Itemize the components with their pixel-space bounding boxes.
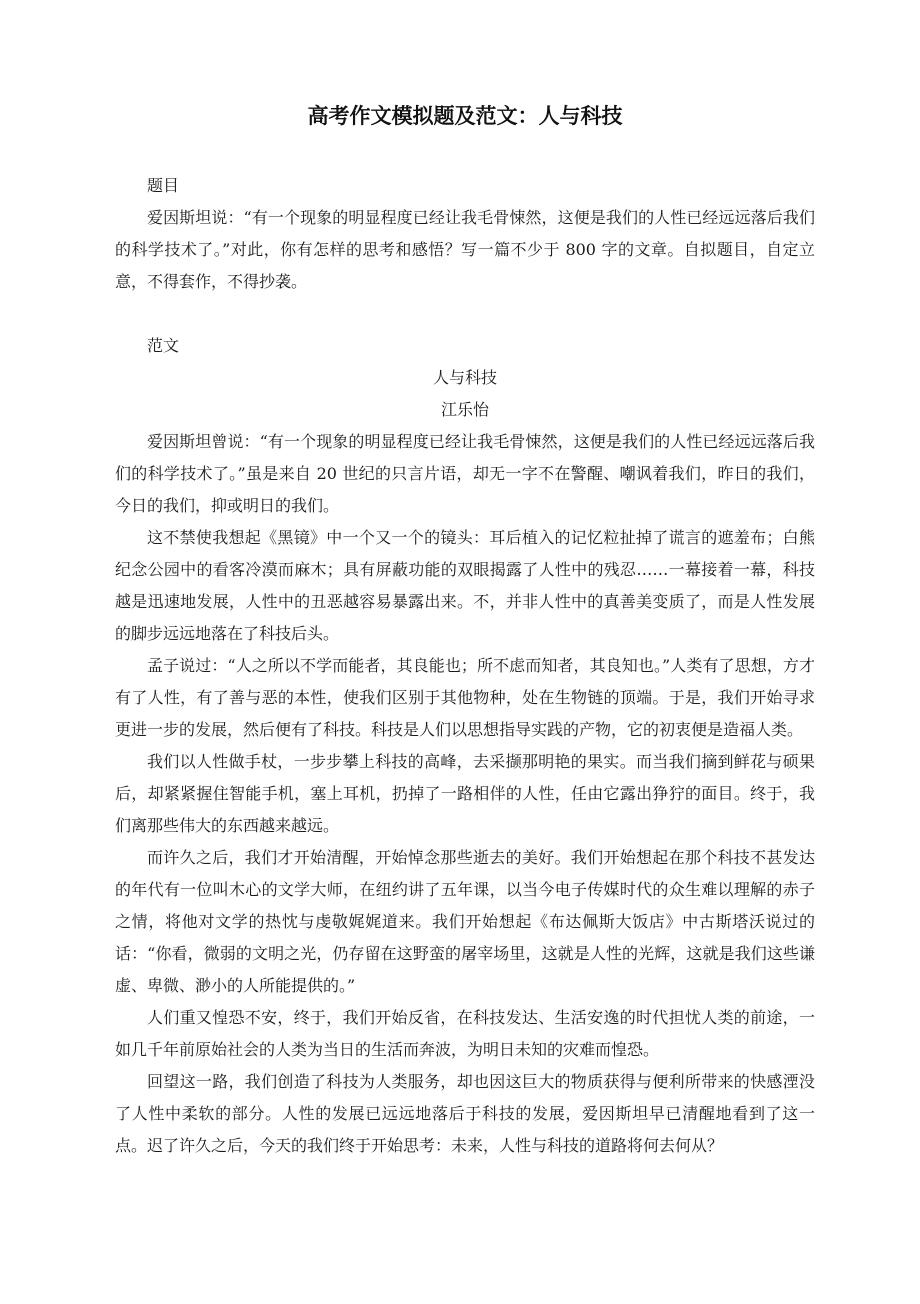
essay-paragraph-2: 这不禁使我想起《黑镜》中一个又一个的镜头：耳后植入的记忆粒扯掉了谎言的遮羞布；白熊纪念公园中的看客冷漠而麻木；具有屏蔽功能的双眼揭露了人性中的残忍……一幕接着一幕，科技越是迅速地发展，人性中的丑恶越容易暴露出来。不，并非人性中的真善美变质了，而是人性发展的脚步远远地落在了科技后头。 bbox=[115, 528, 815, 643]
section-spacer bbox=[115, 298, 815, 330]
prompt-text: 爱因斯坦说：“有一个现象的明显程度已经让我毛骨悚然，这便是我们的人性已经远远落后我们的科学技术了。”对此，你有怎样的思考和感悟？写一篇不少于 800 字的文章。自拟题目，自定立意，不得套作，不得抄袭。 bbox=[115, 208, 815, 291]
essay-paragraph-1: 爱因斯坦曾说：“有一个现象的明显程度已经让我毛骨悚然，这便是我们的人性已经远远落后我们的科学技术了。”虽是来自 20 世纪的只言片语，却无一字不在警醒、嘲讽着我们，昨日的我们，今日的我们，抑或明日的我们。 bbox=[115, 432, 815, 515]
essay-paragraph-3: 孟子说过：“人之所以不学而能者，其良能也；所不虑而知者，其良知也。”人类有了思想，方才有了人性，有了善与恶的本性，使我们区别于其他物种，处在生物链的顶端。于是，我们开始寻求更进一步的发展，然后便有了科技。科技是人们以思想指导实践的产物，它的初衷便是造福人类。 bbox=[115, 656, 815, 739]
essay-title: 人与科技 bbox=[432, 368, 497, 387]
essay-author: 江乐怡 bbox=[440, 400, 489, 419]
page-title: 高考作文模拟题及范文：人与科技 bbox=[307, 104, 623, 128]
essay-paragraph-6: 人们重又惶恐不安，终于，我们开始反省，在科技发达、生活安逸的时代担忧人类的前途，一如几千年前原始社会的人类为当日的生活而奔波，为明日未知的灾难而惶恐。 bbox=[115, 1008, 815, 1059]
essay-paragraph-7: 回望这一路，我们创造了科技为人类服务，却也因这巨大的物质获得与便利所带来的快感湮没了人性中柔软的部分。人性的发展已远远地落后于科技的发展，爱因斯坦早已清醒地看到了这一点。迟了许久之后，今天的我们终于开始思考：未来，人性与科技的道路将何去何从？ bbox=[115, 1072, 815, 1155]
prompt-label: 题目 bbox=[147, 176, 180, 195]
essay-paragraph-5: 而许久之后，我们才开始清醒，开始悼念那些逝去的美好。我们开始想起在那个科技不甚发达的年代有一位叫木心的文学大师，在纽约讲了五年课，以当今电子传媒时代的众生难以理解的赤子之情，将他对文学的热忱与虔敬娓娓道来。我们开始想起《布达佩斯大饭店》中古斯塔沃说过的话：“你看，微弱的文明之光，仍存留在这野蛮的屠宰场里，这就是人性的光辉，这就是我们这些谦虚、卑微、渺小的人所能提供的。” bbox=[115, 848, 815, 995]
essay-paragraph-4: 我们以人性做手杖，一步步攀上科技的高峰，去采撷那明艳的果实。而当我们摘到鲜花与硕果后，却紧紧握住智能手机，塞上耳机，扔掉了一路相伴的人性，任由它露出狰狞的面目。终于，我们离那些伟大的东西越来越远。 bbox=[115, 752, 815, 835]
document-body bbox=[115, 98, 815, 1162]
essay-label: 范文 bbox=[147, 336, 180, 355]
